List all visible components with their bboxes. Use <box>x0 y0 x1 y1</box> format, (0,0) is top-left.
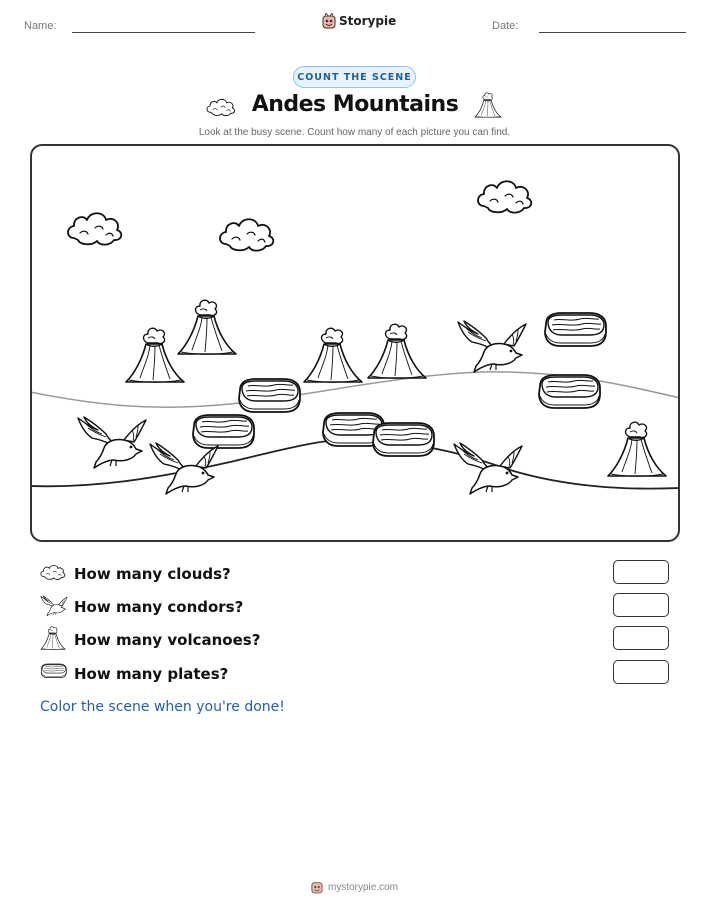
brand-name: Storypie <box>339 14 397 28</box>
date-label: Date: <box>492 20 519 32</box>
volcano-icon <box>474 90 502 120</box>
name-line[interactable] <box>72 32 255 33</box>
date-line[interactable] <box>539 32 686 33</box>
plate-icon <box>539 375 600 408</box>
storypie-logo-icon <box>322 13 336 29</box>
plate-icon <box>193 415 254 448</box>
page-title: Andes Mountains <box>251 92 459 117</box>
condors-answer-box[interactable] <box>613 593 669 617</box>
condor-icon <box>454 443 522 494</box>
cloud-icon <box>40 562 66 582</box>
volcanoes-answer-box[interactable] <box>613 626 669 650</box>
question-text: How many clouds? <box>74 565 231 583</box>
cloud-icon <box>478 181 531 212</box>
closing-instruction: Color the scene when you're done! <box>40 699 285 715</box>
question-text: How many plates? <box>74 665 229 683</box>
volcano-icon <box>608 422 666 476</box>
name-label: Name: <box>24 20 57 32</box>
question-volcanoes <box>40 628 670 652</box>
title-row <box>0 92 709 124</box>
plate-icon <box>373 423 434 456</box>
volcano-icon <box>40 625 66 651</box>
footer <box>0 880 709 894</box>
cloud-icon <box>220 219 273 250</box>
condor-icon <box>40 595 68 617</box>
clouds-answer-box[interactable] <box>613 560 669 584</box>
plate-icon <box>239 379 300 412</box>
volcano-icon <box>368 324 426 378</box>
instructions: Look at the busy scene. Count how many of each picture you can find. <box>198 127 511 138</box>
question-plates <box>40 662 670 686</box>
volcano-icon <box>178 300 236 354</box>
plate-icon <box>40 662 68 680</box>
scene-canvas <box>30 144 680 542</box>
plate-icon <box>545 313 606 346</box>
question-condors <box>40 595 670 619</box>
storypie-logo-icon <box>311 880 323 894</box>
cloud-icon <box>206 96 236 118</box>
cloud-icon <box>68 213 121 244</box>
condor-icon <box>150 443 218 494</box>
count-the-scene-badge: COUNT THE SCENE <box>293 66 416 88</box>
condor-icon <box>458 321 526 372</box>
volcano-icon <box>126 328 184 382</box>
question-clouds <box>40 562 670 586</box>
plates-answer-box[interactable] <box>613 660 669 684</box>
volcano-icon <box>304 328 362 382</box>
storypie-brand <box>322 13 396 29</box>
question-text: How many condors? <box>74 598 244 616</box>
condor-icon <box>78 417 146 468</box>
question-text: How many volcanoes? <box>74 631 261 649</box>
footer-url[interactable]: mystorypie.com <box>327 881 398 893</box>
busy-scene <box>30 144 680 542</box>
